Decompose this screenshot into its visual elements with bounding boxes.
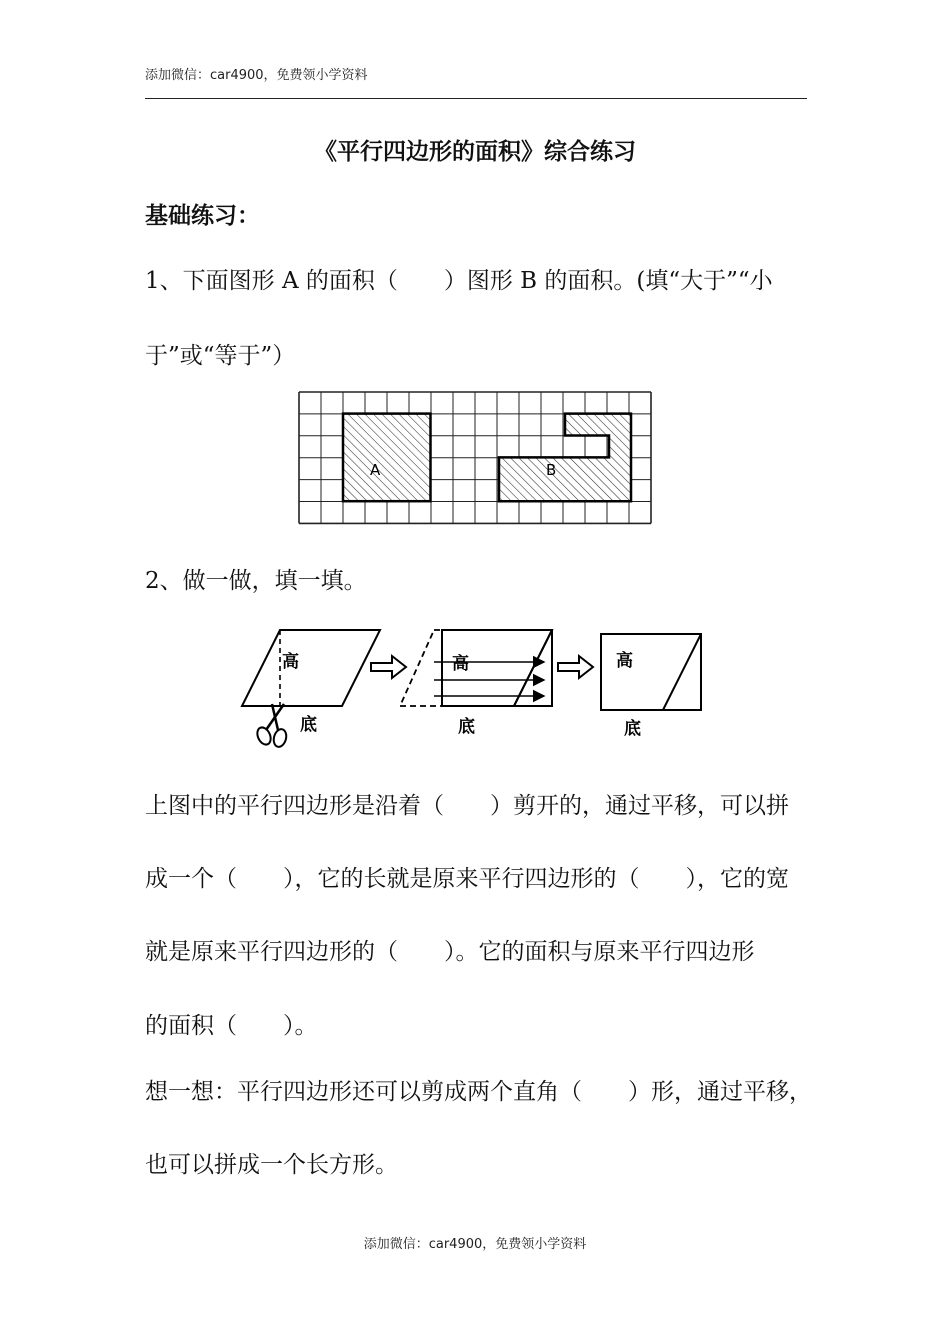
header-divider [145,98,807,99]
step-arrow-2 [558,656,593,678]
q1-line-2: 于”或“等于”） [145,343,296,369]
cut-and-translate-figure [238,622,708,752]
header-text: 添加微信：car4900，免费领小学资料 [145,68,368,83]
step-arrow-1 [371,656,406,678]
shape-a [343,414,431,502]
stage1-base-label: 底 [300,715,317,735]
q2-line-1: 上图中的平行四边形是沿着（ ）剪开的，通过平移，可以拼 [145,793,789,819]
think-line-1: 想一想：平行四边形还可以剪成两个直角（ ）形，通过平移， [145,1079,812,1105]
stage3-height-label: 高 [616,651,633,671]
moved-triangle-piece [514,630,552,706]
footer-text: 添加微信：car4900，免费领小学资料 [363,1237,587,1252]
q1-line-1: 1、下面图形 A 的面积（ ）图形 B 的面积。(填“大于”“小 [145,268,773,294]
stage1-height-label: 高 [282,652,299,672]
stage2-base-label: 底 [458,717,475,737]
section-heading: 基础练习： [145,202,260,229]
q2-line-4: 的面积（ ）。 [145,1013,318,1039]
q2-prompt: 2、做一做，填一填。 [145,568,367,594]
area-comparison-grid-figure [298,390,655,526]
stage3-base-label: 底 [624,719,641,739]
resulting-rectangle [601,634,701,710]
page-title: 《平行四边形的面积》综合练习 [314,138,636,165]
stage2-height-label: 高 [452,654,469,674]
q2-line-2: 成一个（ ），它的长就是原来平行四边形的（ ），它的宽 [145,866,789,892]
think-line-2: 也可以拼成一个长方形。 [145,1152,398,1178]
scissors-icon [255,704,288,748]
q2-line-3: 就是原来平行四边形的（ ）。它的面积与原来平行四边形 [145,939,755,965]
shape-a-label: A [370,461,381,479]
shape-b-label: B [546,461,557,479]
original-parallelogram [242,630,380,706]
